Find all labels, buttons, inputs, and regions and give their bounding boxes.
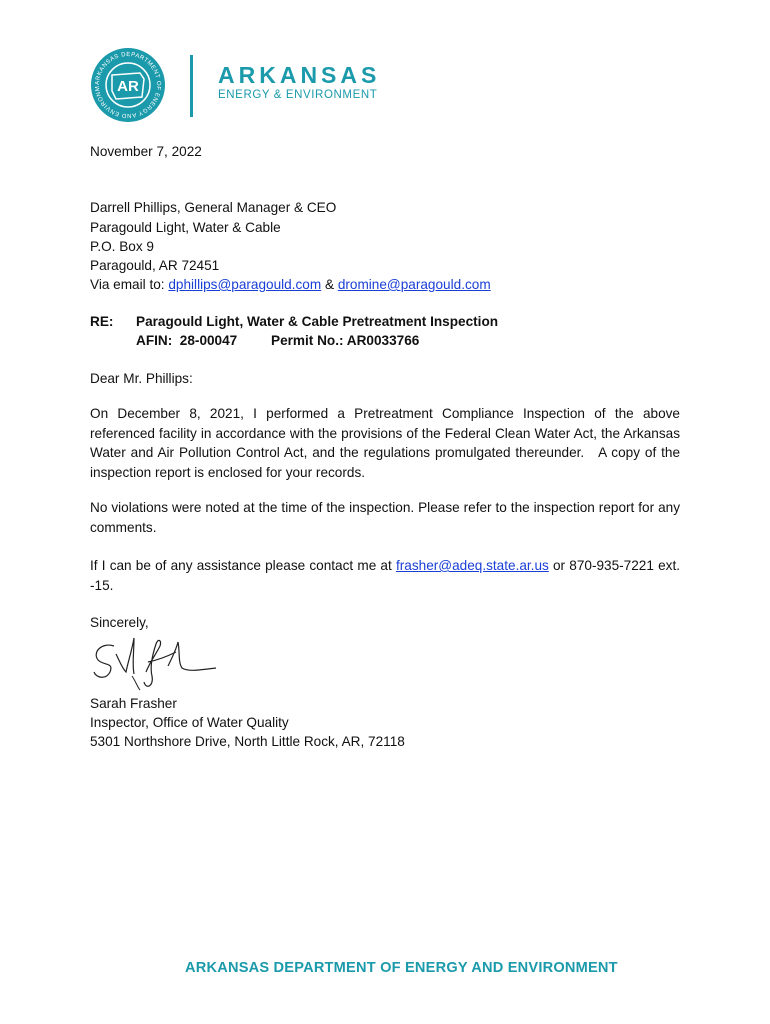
re-subject: Paragould Light, Water & Cable Pretreatment Inspection: [136, 314, 499, 329]
signer-name: Sarah Frasher: [90, 696, 177, 711]
email-link-dromine[interactable]: dromine@paragould.com: [337, 277, 491, 292]
email-separator: &: [321, 277, 338, 292]
re-permit: Permit No.: AR0033766: [271, 333, 420, 348]
letter-date: November 7, 2022: [90, 144, 202, 159]
svg-text:AR: AR: [117, 78, 139, 95]
re-afin: AFIN: 28-00047: [136, 333, 238, 348]
paragraph-violations: No violations were noted at the time of the inspection. Please refer to the inspection report for any comments.: [90, 500, 680, 535]
recipient-company: Paragould Light, Water & Cable: [90, 220, 281, 235]
recipient-pobox: P.O. Box 9: [90, 239, 154, 254]
paragraph-contact: [90, 556, 680, 595]
handwritten-signature: [88, 632, 228, 692]
paragraph-inspection: On December 8, 2021, I performed a Pretreatment Compliance Inspection of the above referenced facility in accordance with the provisions of the Federal Clean Water Act, the Arkansas Water and Air Pollution Control Act, and the regulations promulgated thereunder. A copy of the inspection report is enclosed for your records.: [90, 406, 684, 480]
footer-agency-name: ARKANSAS DEPARTMENT OF ENERGY AND ENVIRONMENT: [185, 960, 618, 976]
brand-subtitle: ENERGY & ENVIRONMENT: [218, 89, 378, 101]
salutation: Dear Mr. Phillips:: [90, 371, 193, 386]
svg-text:ARKANSAS DEPARTMENT OF ENERGY: ARKANSAS DEPARTMENT OF ENERGY AND ENVIRONM: [94, 51, 162, 119]
contact-prefix: If I can be of any assistance please contact me at: [90, 558, 396, 573]
email-prefix: Via email to:: [90, 277, 169, 292]
email-link-dphillips[interactable]: dphillips@paragould.com: [168, 277, 322, 292]
recipient-email-line: [90, 275, 491, 295]
closing: Sincerely,: [90, 615, 149, 630]
signer-title: Inspector, Office of Water Quality: [90, 715, 289, 730]
email-link-frasher[interactable]: frasher@adeq.state.ar.us: [395, 558, 549, 573]
brand-name: ARKANSAS: [218, 62, 381, 88]
re-label: RE:: [90, 314, 114, 329]
brand-divider: [190, 55, 193, 117]
signer-address: 5301 Northshore Drive, North Little Rock, AR, 72118: [90, 734, 405, 749]
recipient-city: Paragould, AR 72451: [90, 258, 220, 273]
agency-seal: [90, 45, 166, 125]
contact-suffix: or 870-935-7221 ext. -15.: [90, 558, 681, 593]
recipient-name: Darrell Phillips, General Manager & CEO: [90, 200, 337, 215]
